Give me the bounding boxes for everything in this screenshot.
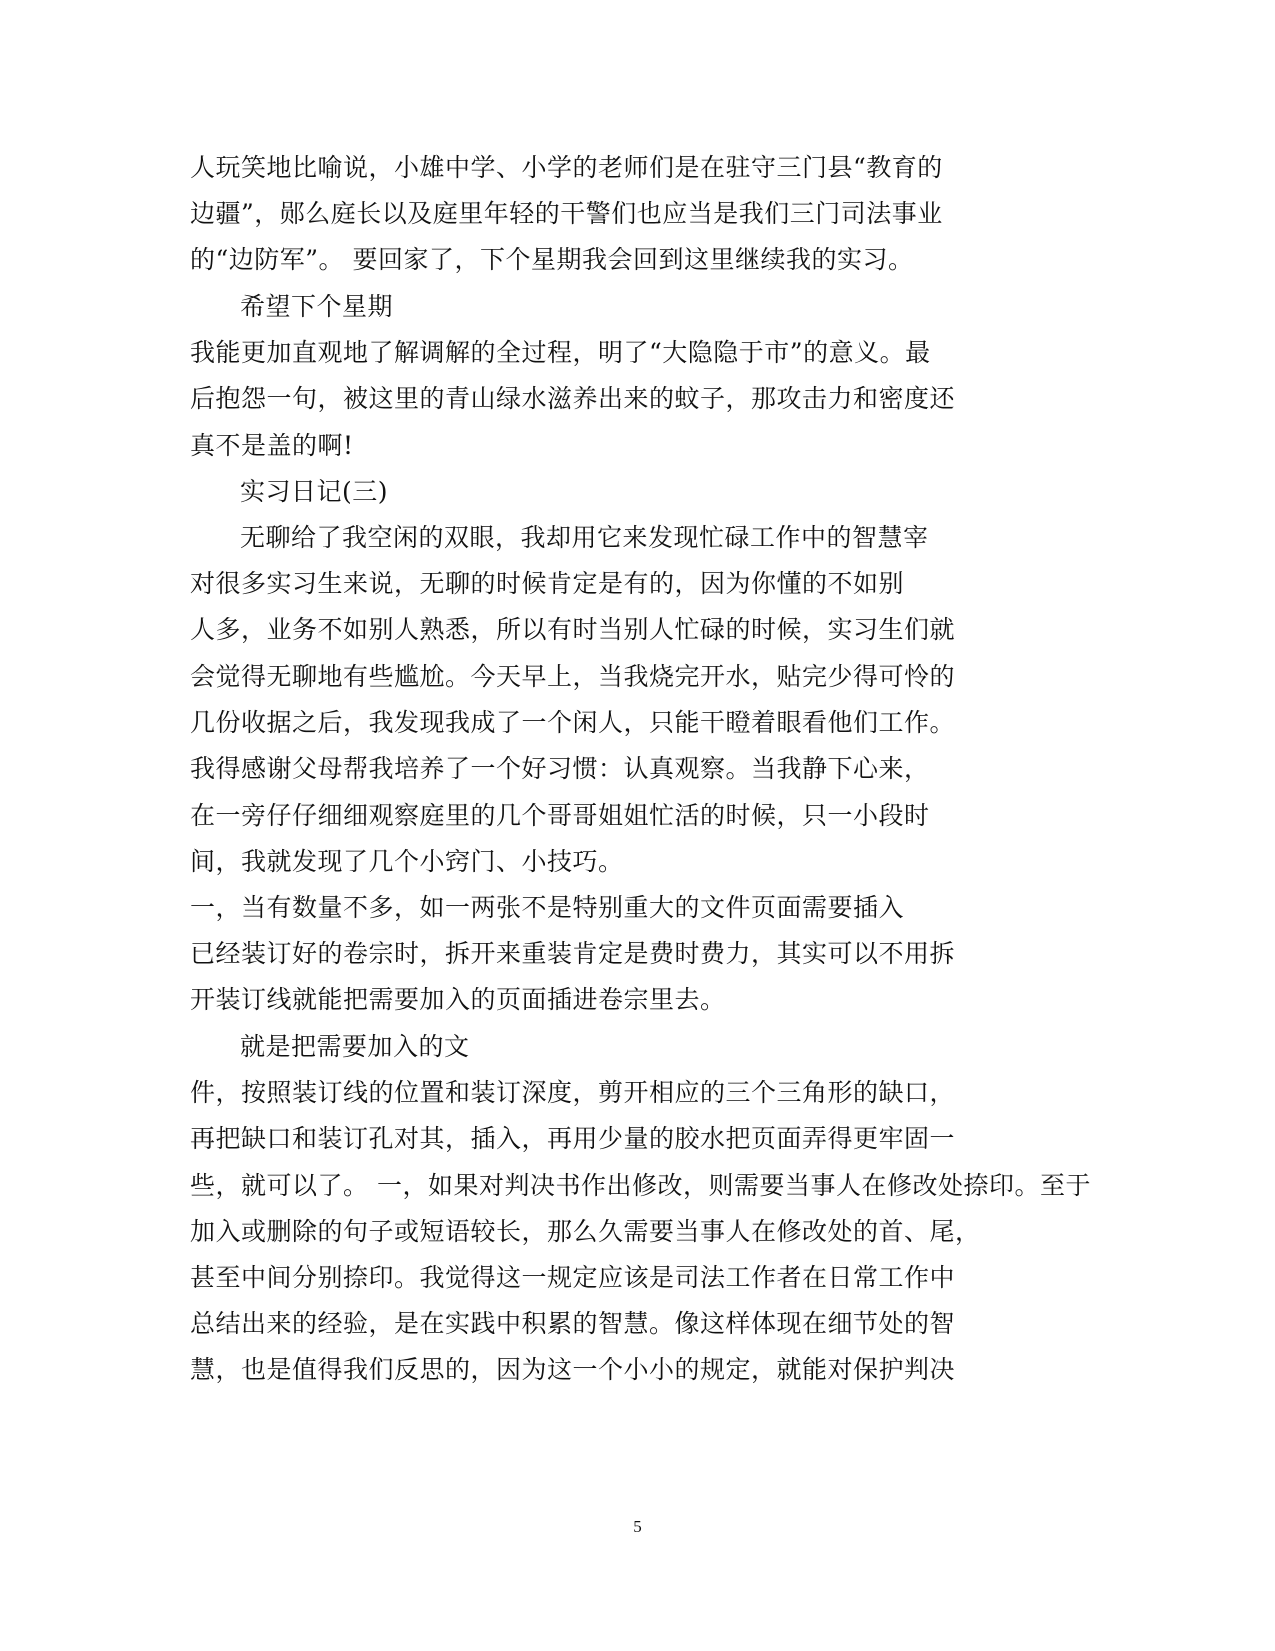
text-line: 开装订线就能把需要加入的页面插进卷宗里去。: [190, 985, 726, 1014]
text-line: 会觉得无聊地有些尴尬。今天早上，当我烧完开水，贴完少得可怜的: [190, 662, 956, 691]
text-line: 人玩笑地比喻说，小雄中学、小学的老师们是在驻守三门县“教育的: [190, 153, 943, 182]
text-line: 后抱怨一句，被这里的青山绿水滋养出来的蚊子，那攻击力和密度还: [190, 384, 956, 413]
text-line: 些，就可以了。 一，如果对判决书作出修改，则需要当事人在修改处捺印。至于: [190, 1171, 1091, 1200]
text-line: 甚至中间分别捺印。我觉得这一规定应该是司法工作者在日常工作中: [190, 1263, 956, 1292]
text-line: 一，当有数量不多，如一两张不是特别重大的文件页面需要插入: [190, 893, 905, 922]
text-line: 件，按照装订线的位置和装订深度，剪开相应的三个三角形的缺口，: [190, 1078, 956, 1107]
text-line: 边疆”，郧么庭长以及庭里年轻的干警们也应当是我们三门司法事业: [190, 199, 943, 228]
text-line: 对很多实习生来说，无聊的时候肯定是有的，因为你懂的不如别: [190, 569, 905, 598]
text-line: 我能更加直观地了解调解的全过程，明了“大隐隐于市”的意义。最: [190, 338, 931, 367]
text-line: 我得感谢父母帮我培养了一个好习惯：认真观察。当我静下心来，: [190, 754, 930, 783]
text-line: 的“边防军”。 要回家了，下个星期我会回到这里继续我的实习。: [190, 245, 914, 274]
text-line: 人多，业务不如别人熟悉，所以有时当别人忙碌的时候，实习生们就: [190, 615, 956, 644]
text-line: 总结出来的经验，是在实践中积累的智慧。像这样体现在细节处的智: [190, 1309, 956, 1338]
text-line: 几份收据之后，我发现我成了一个闲人，只能干瞪着眼看他们工作。: [190, 708, 956, 737]
text-line: 无聊给了我空闲的双眼，我却用它来发现忙碌工作中的智慧宰: [240, 523, 929, 552]
text-line: 加入或删除的句子或短语较长，那么久需要当事人在修改处的首、尾，: [190, 1217, 981, 1246]
text-line: 再把缺口和装订孔对其，插入，再用少量的胶水把页面弄得更牢固一: [190, 1124, 956, 1153]
text-line: 在一旁仔仔细细观察庭里的几个哥哥姐姐忙活的时候，只一小段时: [190, 801, 930, 830]
text-line: 间，我就发现了几个小窍门、小技巧。: [190, 847, 624, 876]
text-line: 已经装订好的卷宗时，拆开来重装肯定是费时费力，其实可以不用拆: [190, 939, 956, 968]
section-heading: 实习日记(三): [240, 477, 389, 506]
text-line: 就是把需要加入的文: [240, 1032, 470, 1061]
text-line: 慧，也是值得我们反思的，因为这一个小小的规定，就能对保护判决: [190, 1355, 956, 1384]
text-line: 真不是盖的啊!: [190, 431, 354, 460]
text-line: 希望下个星期: [240, 292, 394, 321]
page-number: 5: [633, 1517, 642, 1536]
